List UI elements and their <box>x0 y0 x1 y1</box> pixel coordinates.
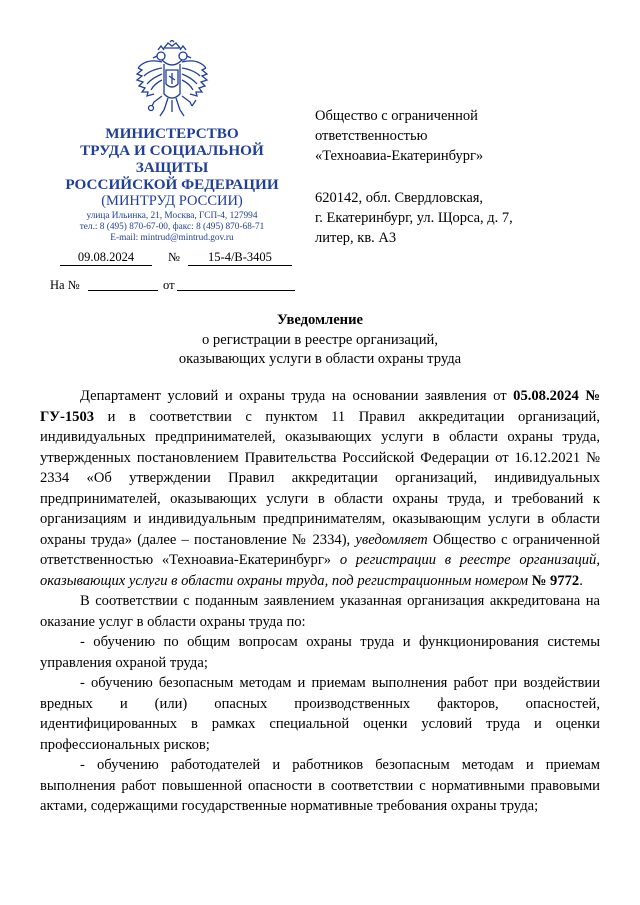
list-item: - обучению безопасным методам и приемам выполнения работ при воздействии вредных и (или) опасных производственных факторов, опасностей, идентифицированных в рамках специальной оценки условий труда и оценки профессиональных рисков; <box>40 675 600 753</box>
ministry-phone-fax: тел.: 8 (495) 870-67-00, факс: 8 (495) 870-68-71 <box>79 222 265 232</box>
ministry-contacts <box>44 211 300 244</box>
recipient-block <box>315 106 605 248</box>
russian-coat-of-arms-icon <box>134 40 210 122</box>
body-paragraph <box>40 386 600 591</box>
outgoing-registration <box>60 250 292 268</box>
reference-number-blank <box>88 290 158 291</box>
number-label: № <box>168 250 180 264</box>
body-text: . <box>579 572 583 589</box>
recipient-address-line: 620142, обл. Свердловская, <box>315 190 484 206</box>
body-text: и в соответствии с пунктом 11 Правил аккредитации организаций, индивидуальных предпринимателей, оказывающих услуги в области охраны труда, утвержденных постановлением Правительства Российской Федерации от 16.12.2021 № 2334 «Об утверждении Правил аккредитации организаций, индивидуальных предпринимателей, оказывающих услуги в области охраны труда, и требований к организациям и индивидуальным предпринимателям, оказывающим услуги в области охраны труда» (далее – постановление № 2334), <box>40 408 600 548</box>
ministry-short-name: (МИНТРУД РОССИИ) <box>101 193 243 209</box>
list-item: - обучению по общим вопросам охраны труда и функционирования системы управления охраной труда; <box>40 634 600 671</box>
reference-label: На № <box>50 278 80 292</box>
recipient-address-line: г. Екатеринбург, ул. Щорса, д. 7, <box>315 210 513 226</box>
registration-number: № 9772 <box>528 572 580 589</box>
body-text: Общество с ограниченной ответственностью «Техноавиа-Екатеринбург» <box>40 531 600 568</box>
incoming-reference <box>50 278 310 296</box>
reference-from-label: от <box>163 278 175 292</box>
ministry-name <box>44 125 300 193</box>
recipient-name-line: «Техноавиа-Екатеринбург» <box>315 148 484 164</box>
application-reference: 05.08.2024 № ГУ-1503 <box>40 388 600 425</box>
body-paragraph: В соответствии с поданным заявлением указанная организация аккредитована на оказание услуг в области охраны труда по: <box>40 593 600 630</box>
ministry-name-line: РОССИЙСКОЙ ФЕДЕРАЦИИ <box>65 176 279 193</box>
recipient-address-line: литер, кв. А3 <box>315 230 397 246</box>
ministry-email: E-mail: mintrud@mintrud.gov.ru <box>110 233 234 243</box>
ministry-name-line: ЗАЩИТЫ <box>135 159 209 176</box>
document-title <box>40 311 600 370</box>
list-item: - обучению работодателей и работников безопасным методам и приемам выполнения работ повышенной опасности в соответствии с нормативными правовыми актами, содержащими государственные нормативные требования охраны труда; <box>40 757 600 814</box>
body-text: Департамент условий и охраны труда на основании заявления от <box>80 388 514 404</box>
ministry-name-line: ТРУДА И СОЦИАЛЬНОЙ <box>80 142 264 159</box>
recipient-name-line: Общество с ограниченной <box>315 108 478 124</box>
document-subtitle-line: оказывающих услуги в области охраны труда <box>178 351 462 367</box>
body-emphasis: о регистрации в реестре организаций, оказывающих услуги в области охраны труда, под регистрационным номером <box>40 552 600 589</box>
document-body <box>40 386 600 817</box>
recipient-name-line: ответственностью <box>315 128 428 144</box>
body-emphasis: уведомляет <box>355 531 428 548</box>
document-subtitle-line: о регистрации в реестре организаций, <box>201 331 438 348</box>
reference-date-blank <box>177 290 295 291</box>
outgoing-date: 09.08.2024 <box>77 250 135 264</box>
ministry-name-line: МИНИСТЕРСТВО <box>105 125 239 142</box>
outgoing-number: 15-4/В-3405 <box>208 250 272 264</box>
letterhead <box>44 40 300 244</box>
ministry-address: улица Ильинка, 21, Москва, ГСП-4, 127994 <box>86 211 258 221</box>
number-underline <box>188 265 292 266</box>
document-heading: Уведомление <box>277 312 363 328</box>
date-underline <box>60 265 152 266</box>
